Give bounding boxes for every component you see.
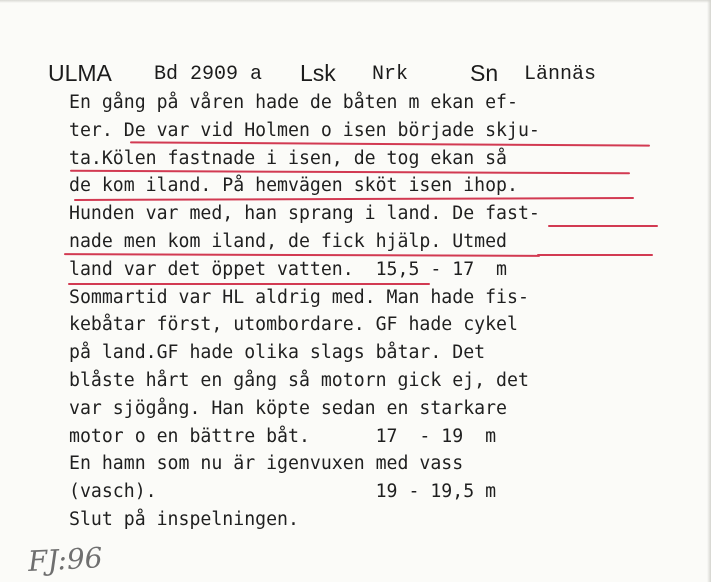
header-parish-abbr: Sn [470, 60, 499, 86]
header-district: Lsk [300, 60, 336, 86]
text-line: motor o en bättre båt. 17 - 19 m [69, 425, 497, 447]
card-right-edge [707, 0, 711, 582]
underline-mark [548, 225, 658, 227]
card-top-edge [0, 0, 711, 3]
text-line: (vasch). 19 - 19,5 m [69, 481, 497, 503]
text-line: ter. De var vid Holmen o isen började skju- [69, 119, 540, 141]
text-line: En gång på våren hade de båten m ekan ef- [69, 92, 518, 113]
underline-mark [537, 254, 653, 256]
text-line: på land.GF hade olika slags båtar. Det [69, 342, 486, 364]
header-location: ULMA [48, 60, 112, 86]
text-line: ta.Kölen fastnade i isen, de tog ekan så [69, 147, 507, 169]
transcript-body [69, 89, 699, 534]
header-volume: Bd 2909 a [154, 63, 263, 86]
pencil-signature [26, 536, 156, 580]
card-header [48, 60, 688, 90]
text-line: blåste hårt en gång så motorn gick ej, det [69, 369, 529, 391]
text-line: nade men kom iland, de fick hjälp. Utmed [69, 230, 507, 252]
text-line: Sommartid var HL aldrig med. Man hade fis- [69, 286, 529, 308]
svg-text:FJ:96: FJ:96 [27, 541, 104, 579]
text-line: kebåtar först, utombordare. GF hade cykel [69, 314, 518, 336]
text-line: land var det öppet vatten. 15,5 - 17 m [69, 258, 507, 280]
text-line: Slut på inspelningen. [69, 508, 299, 530]
header-region: Nrk [372, 63, 409, 86]
header-parish: Lännäs [524, 63, 597, 86]
text-line: Hunden var med, han sprang i land. De fast- [69, 203, 540, 225]
underline-mark [68, 283, 430, 285]
text-line: En hamn som nu är igenvuxen med vass [69, 453, 464, 475]
text-line: var sjögång. Han köpte sedan en starkare [69, 397, 507, 419]
text-line: de kom iland. På hemvägen sköt isen ihop. [69, 175, 518, 197]
